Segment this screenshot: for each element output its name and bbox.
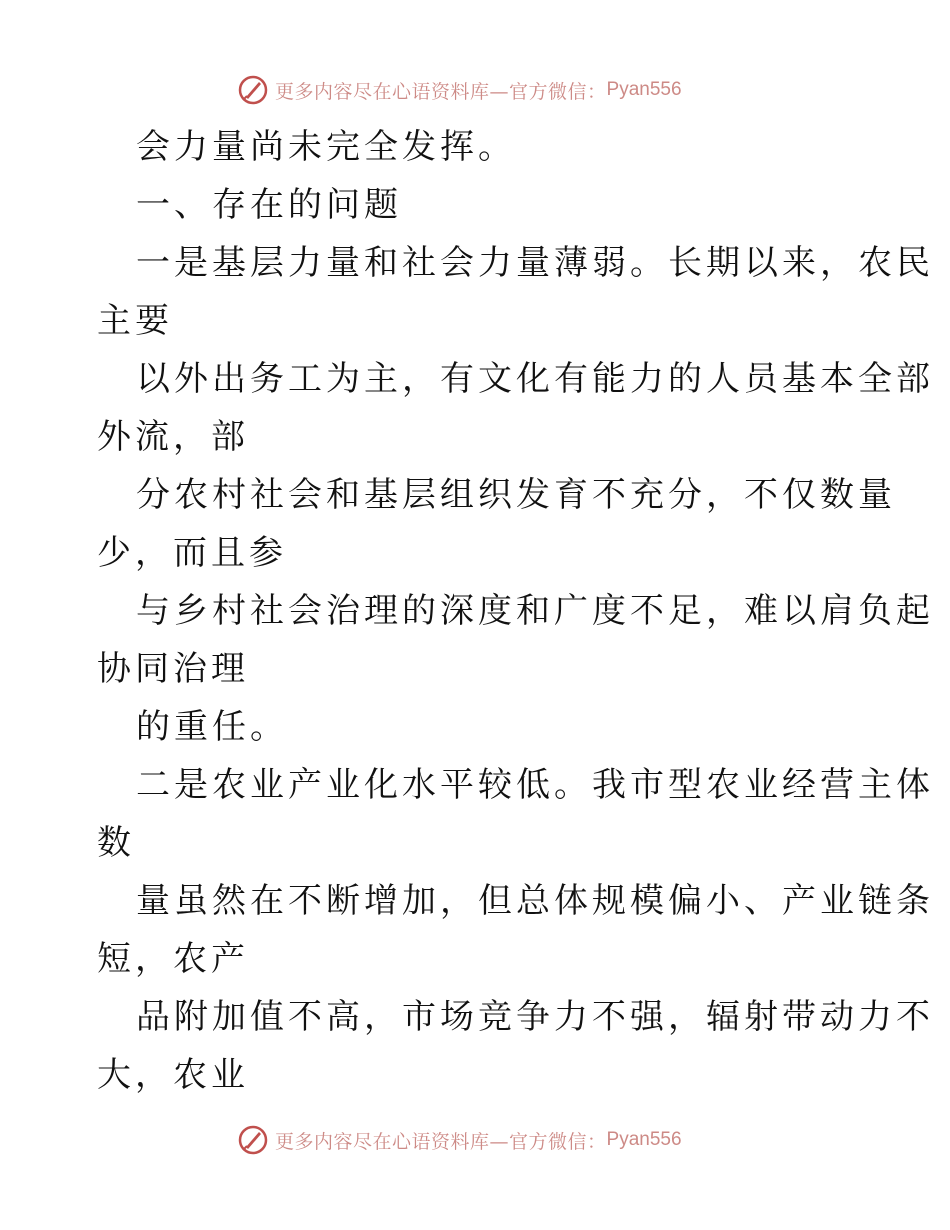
watermark-wechat-id: Pyan556	[606, 79, 682, 100]
header-watermark	[237, 72, 682, 108]
text-line: 主要	[97, 301, 173, 341]
text-line: 短，农产	[97, 939, 249, 979]
text-line: 一是基层力量和社会力量薄弱。长期以来，农民	[136, 243, 934, 283]
text-line: 大，农业	[97, 1055, 249, 1095]
quill-logo-icon	[237, 74, 269, 106]
watermark-text: 更多内容尽在心语资料库—官方微信：	[275, 1130, 607, 1153]
watermark-text: 更多内容尽在心语资料库—官方微信：	[275, 80, 607, 103]
text-line: 量虽然在不断增加，但总体规模偏小、产业链条	[136, 881, 934, 921]
text-line: 与乡村社会治理的深度和广度不足，难以肩负起	[136, 591, 934, 631]
watermark-wechat-id: Pyan556	[606, 1129, 682, 1150]
text-line: 会力量尚未完全发挥。	[136, 127, 516, 167]
quill-logo-icon	[237, 1124, 269, 1156]
text-line: 数	[97, 823, 135, 863]
text-line: 的重任。	[136, 707, 288, 747]
footer-watermark	[237, 1122, 682, 1158]
text-line: 品附加值不高，市场竞争力不强，辐射带动力不	[136, 997, 934, 1037]
text-line: 协同治理	[97, 649, 249, 689]
text-line: 二是农业产业化水平较低。我市型农业经营主体	[136, 765, 934, 805]
section-heading: 一、存在的问题	[136, 185, 402, 225]
text-line: 少，而且参	[97, 533, 287, 573]
text-line: 外流，部	[97, 417, 249, 457]
text-line: 以外出务工为主，有文化有能力的人员基本全部	[136, 359, 934, 399]
text-line: 分农村社会和基层组织发育不充分，不仅数量	[136, 475, 896, 515]
